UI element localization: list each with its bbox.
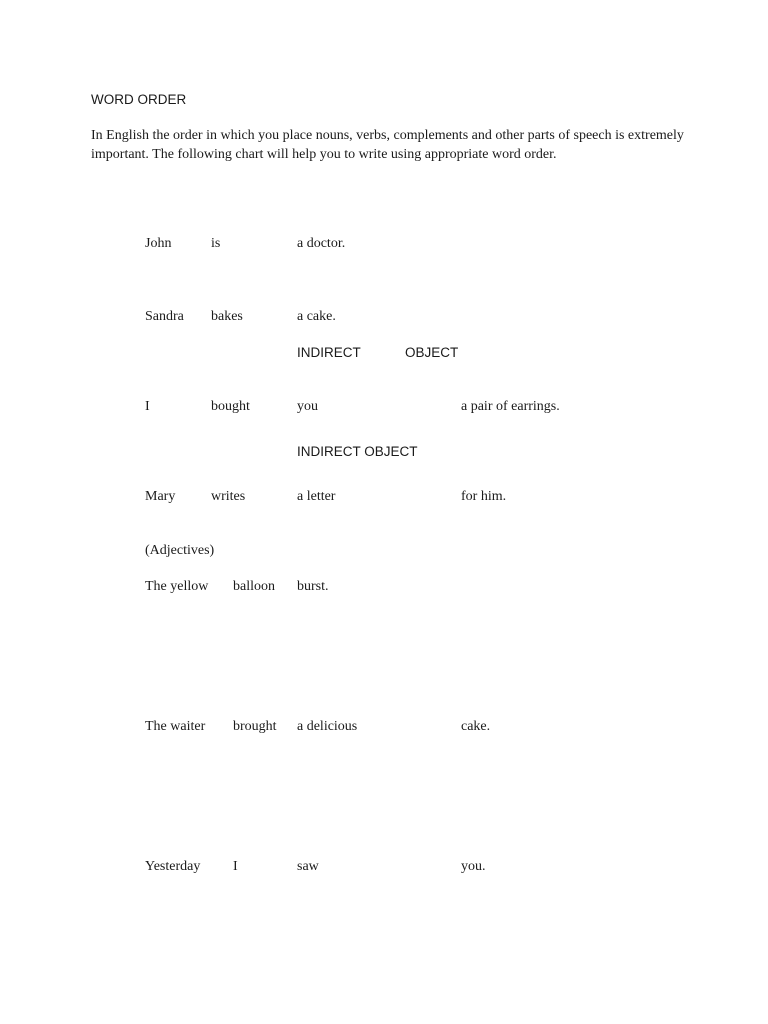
row4-verb: writes <box>211 489 246 504</box>
row2-object: a cake. <box>297 309 336 324</box>
row3-indirect-object: you <box>297 399 318 414</box>
document-heading: WORD ORDER <box>91 92 187 107</box>
row2-subject: Sandra <box>145 309 184 324</box>
row2-verb: bakes <box>211 309 243 324</box>
row5-noun: balloon <box>233 579 275 594</box>
row4-indirect-object: for him. <box>461 489 507 504</box>
label-object: OBJECT <box>405 345 459 360</box>
row7-subject: I <box>233 859 238 874</box>
row6-noun: cake. <box>461 719 491 734</box>
row3-subject: I <box>145 399 150 414</box>
row1-verb: is <box>211 236 221 251</box>
row7-verb: saw <box>297 859 319 874</box>
intro-paragraph: In English the order in which you place nouns, verbs, complements and other parts of speech is extremely important. The following chart will help you to write using appropriate word order. <box>91 128 684 162</box>
row3-verb: bought <box>211 399 250 414</box>
label-indirect-object: INDIRECT OBJECT <box>297 444 418 459</box>
row7-time-adverb: Yesterday <box>145 859 201 874</box>
row7-object: you. <box>461 859 486 874</box>
row3-direct-object: a pair of earrings. <box>461 399 560 414</box>
row1-subject: John <box>145 236 172 251</box>
row6-verb: brought <box>233 719 277 734</box>
label-indirect: INDIRECT <box>297 345 361 360</box>
row1-complement: a doctor. <box>297 236 346 251</box>
row6-adjective: a delicious <box>297 719 358 734</box>
row6-subject: The waiter <box>145 719 206 734</box>
row4-direct-object: a letter <box>297 489 336 504</box>
label-adjectives: (Adjectives) <box>145 543 215 558</box>
row5-adjective-phrase: The yellow <box>145 579 209 594</box>
row5-verb: burst. <box>297 579 329 594</box>
row4-subject: Mary <box>145 489 176 504</box>
